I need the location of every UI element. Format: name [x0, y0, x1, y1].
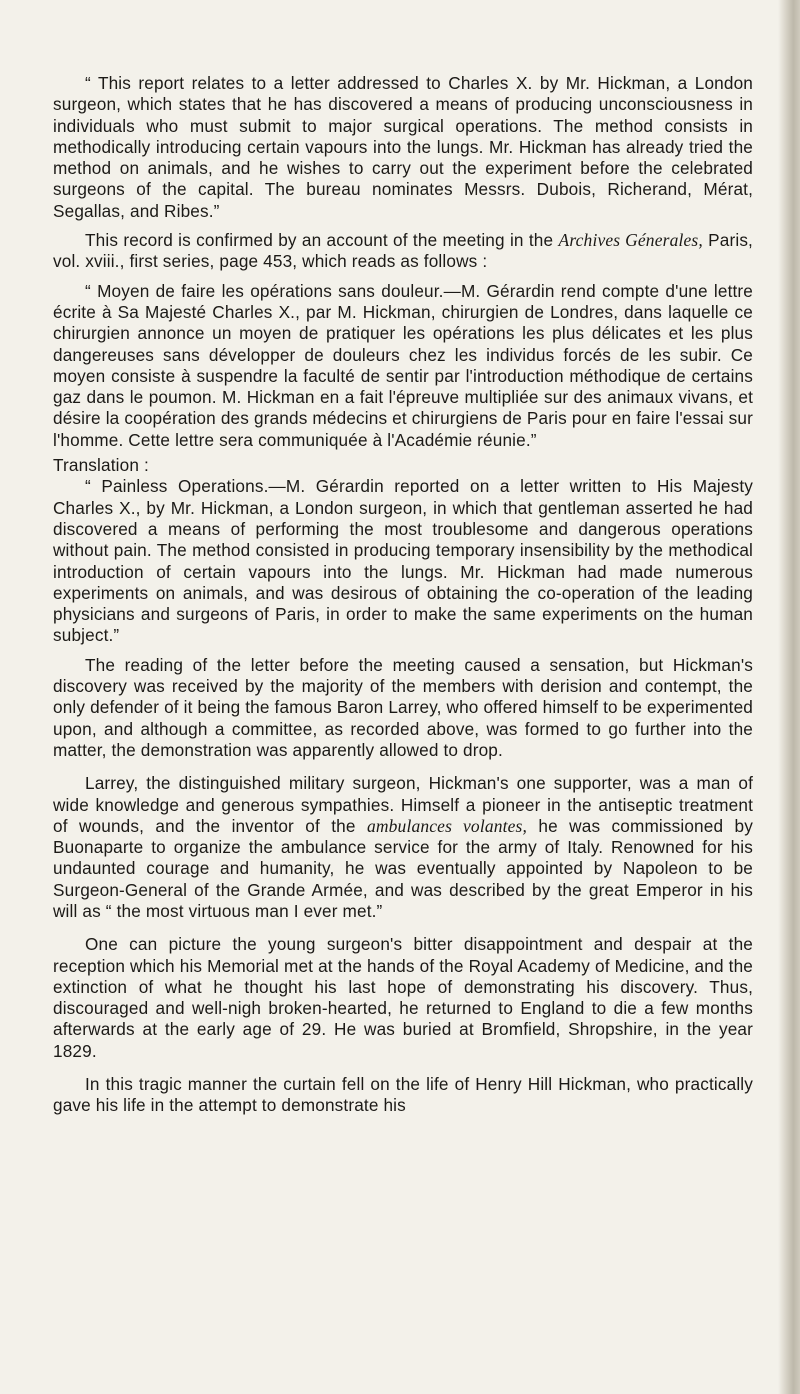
document-page — [53, 73, 753, 1117]
paragraph-text: This record is confirmed by an account of the meeting in the — [85, 230, 559, 251]
paragraph-text: he was commissioned by Buonaparte to organize the ambulance service for the army of Italy. Renowned for his undaunted courage and humanity, he was eventually appointed by Napoleon to be Surgeon-General of the Grande Armée, and was described by the great Emperor in his will as “ the most virtuous man I ever met.” — [53, 815, 753, 921]
paragraph-text: Paris, vol. xviii., first series, page 453, which reads as follows : — [53, 230, 753, 272]
archives-title: Archives Génerales, — [558, 230, 703, 251]
paragraph-reception: The reading of the letter before the meeting caused a sensation, but Hickman's discovery was received by the majority of the members with derision and contempt, the only defender of it being the famous Baron Larrey, who offered himself to be experimented upon, and although a committee, as recorded above, was formed to go further into the matter, the demonstration was apparently allowed to drop. — [53, 654, 753, 760]
paragraph-conclusion: In this tragic manner the curtain fell on the life of Henry Hill Hickman, who practically gave his life in the attempt to demonstrate his — [53, 1074, 753, 1116]
paragraph-translation: “ Painless Operations.—M. Gérardin reported on a letter written to His Majesty Charles X., by Mr. Hickman, a London surgeon, in which that gentleman asserted he had discovered a means of performing the most troublesome and dangerous operations without pain. The method consisted in producing temporary insensibility by the methodical introduction of certain vapours into the lungs. Mr. Hickman had made numerous experiments on animals, and was desirous of obtaining the co-operation of the leading physicians and surgeons of Paris, in order to make the same experiments on the human subject.” — [53, 476, 753, 646]
paragraph-disappointment: One can picture the young surgeon's bitter disappointment and despair at the reception which his Memorial met at the hands of the Royal Academy of Medicine, and the extinction of what he thought his last hope of demonstrating his discovery. Thus, discouraged and well-nigh broken-hearted, he returned to England to die a few months afterwards at the early age of 29. He was buried at Bromfield, Shropshire, in the year 1829. — [53, 934, 753, 1061]
page-edge-shadow — [778, 0, 800, 1394]
translation-label: Translation : — [53, 455, 149, 476]
paragraph-text: Larrey, the distinguished military surgeon, Hickman's one supporter, was a man of wide knowledge and generous sympathies. Himself a pioneer in the antiseptic treatment of wounds, and the inventor of the — [53, 773, 753, 836]
ambulances-term: ambulances volantes, — [366, 815, 528, 836]
paragraph-report-quote: “ This report relates to a letter addressed to Charles X. by Mr. Hickman, a London surgeon, which states that he has discovered a means of producing unconsciousness in individuals who must submit to major surgical operations. The method consists in methodically introducing certain vapours into the lungs. Mr. Hickman has already tried the method on animals, and he wishes to carry out the experiment before the celebrated surgeons of the capital. The bureau nominates Messrs. Dubois, Richerand, Mérat, Segallas, and Ribes.” — [53, 73, 753, 221]
paragraph-larrey — [53, 773, 753, 922]
paragraph-record-confirmation — [53, 230, 753, 273]
paragraph-french-quote: “ Moyen de faire les opérations sans douleur.—M. Gérardin rend compte d'une lettre écrite à Sa Majesté Charles X., par M. Hickman, chirurgien de Londres, dans laquelle ce chirurgien annonce un moyen de pratiquer les opérations les plus délicates et les plus dangereuses sans développer de douleurs chez les individus forcés de les subir. Ce moyen consiste à suspendre la faculté de sentir par l'introduction méthodique de certains gaz dans le poumon. M. Hickman en a fait l'épreuve multipliée sur des animaux vivans, et désire la coopération des grands médecins et chirurgiens de Paris pour en faire l'essai sur l'homme. Cette lettre sera communiquée à l'Académie réunie.” — [53, 280, 753, 450]
